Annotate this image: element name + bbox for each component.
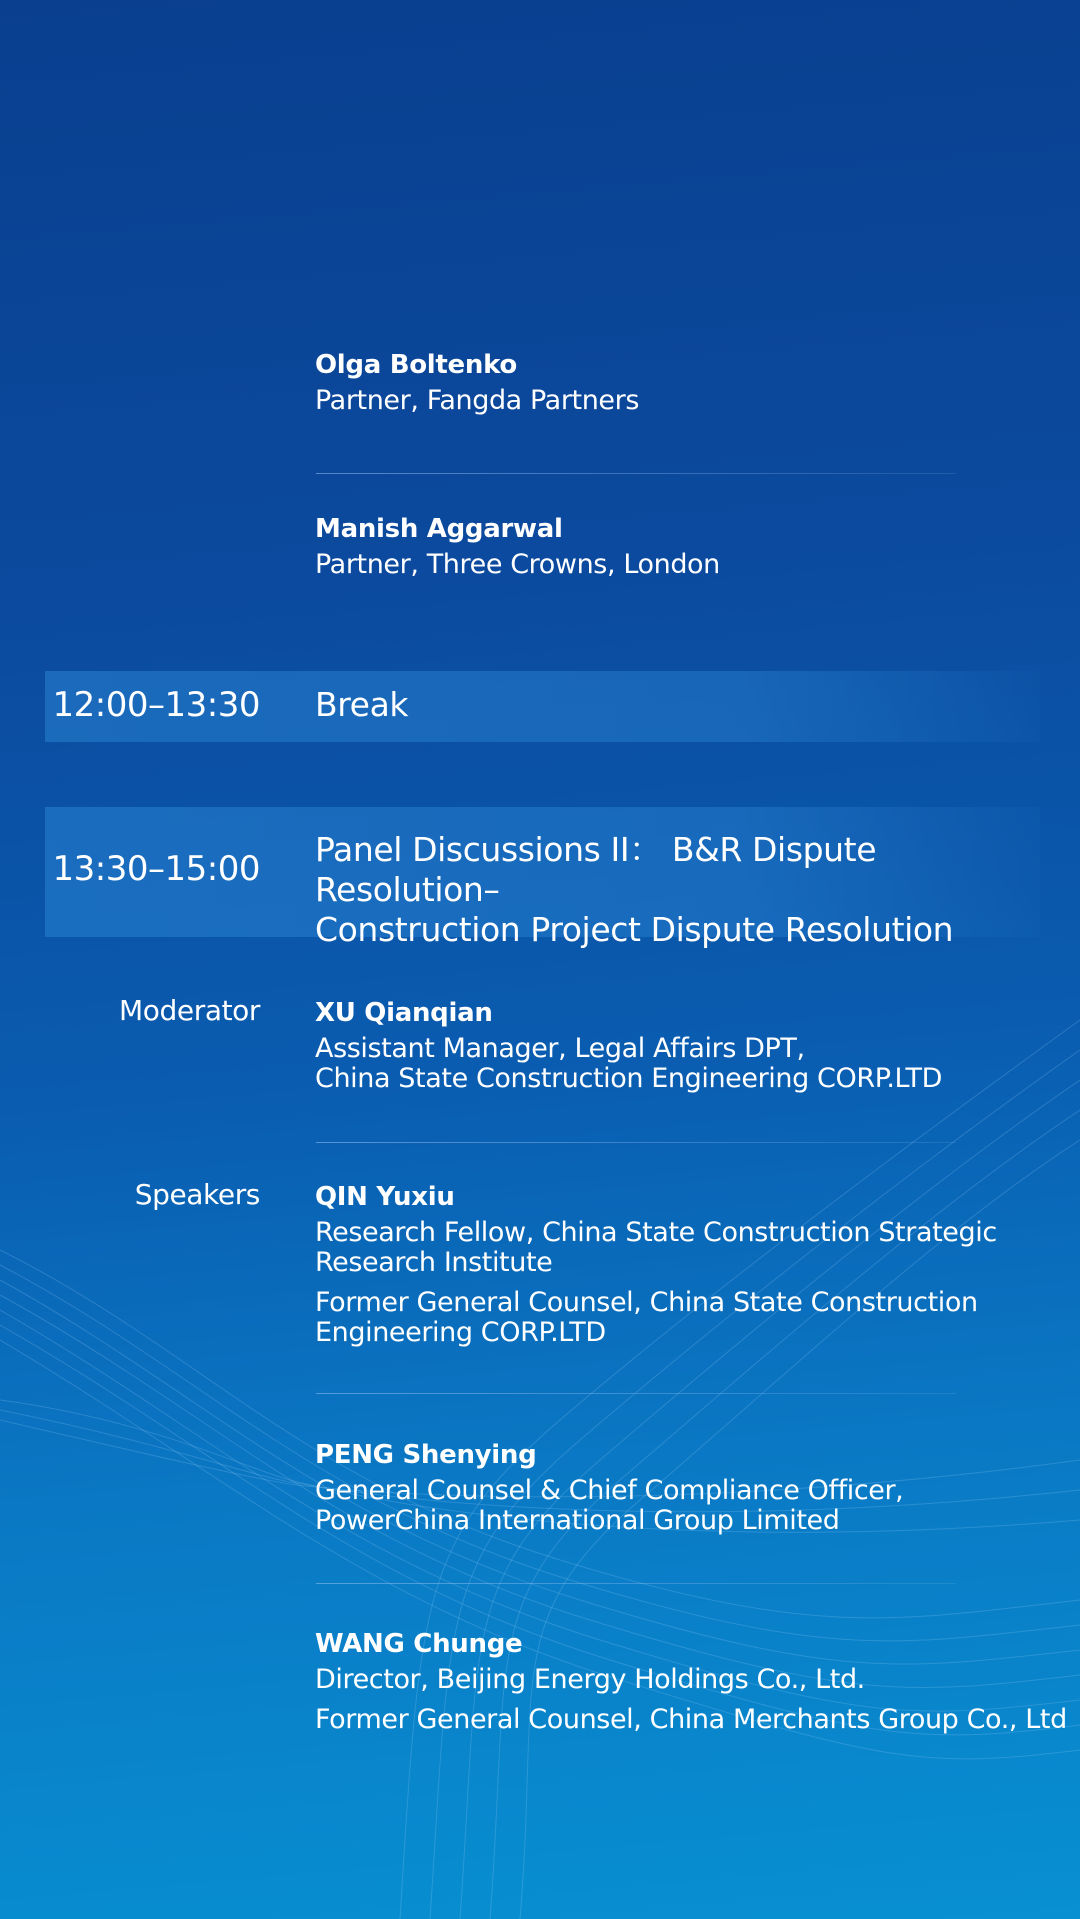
divider [316,1393,956,1394]
role-line: Assistant Manager, Legal Affairs DPT, [315,1033,805,1064]
divider [316,1142,956,1143]
speaker-role [315,1288,997,1348]
role-line: Engineering CORP.LTD [315,1317,606,1348]
break-time: 12:00–13:30 [52,685,260,725]
panel-title-line: Panel Discussions II： B&R Dispute Resolution– [315,830,877,909]
role-line: Former General Counsel, China State Construction [315,1287,978,1318]
speaker-wang-chunge [315,1627,1067,1735]
speaker-role: Partner, Fangda Partners [315,385,639,416]
break-band [45,671,1040,742]
moderator-label: Moderator [119,994,260,1027]
speaker-peng-shenying [315,1438,903,1536]
speaker-name: Olga Boltenko [315,350,517,380]
divider [316,1583,956,1584]
speaker-role: Director, Beijing Energy Holdings Co., Ltd. [315,1664,865,1695]
speaker-name: Manish Aggarwal [315,514,563,544]
panel-title-line: Construction Project Dispute Resolution [315,910,954,949]
role-line: PowerChina International Group Limited [315,1505,840,1536]
speakers-label: Speakers [134,1178,260,1211]
speaker-role [315,1034,942,1094]
speaker-role [315,1476,903,1536]
speaker-qin-yuxiu [315,1180,997,1348]
divider [316,473,956,474]
panel-band [45,807,1040,949]
speaker-name: QIN Yuxiu [315,1182,455,1212]
break-title: Break [315,685,409,724]
role-line: Research Institute [315,1247,553,1278]
moderator-xu-qianqian [315,996,942,1094]
role-line: General Counsel & Chief Compliance Officer, [315,1475,904,1506]
speaker-name: PENG Shenying [315,1440,537,1470]
panel-title [315,830,1040,950]
speaker-olga-boltenko [315,348,639,416]
speaker-role: Former General Counsel, China Merchants Group Co., Ltd [315,1704,1067,1735]
panel-time: 13:30–15:00 [52,849,260,889]
role-line: Research Fellow, China State Construction Strategic [315,1217,997,1248]
speaker-name: XU Qianqian [315,998,493,1028]
speaker-role: Partner, Three Crowns, London [315,549,720,580]
role-line: China State Construction Engineering CORP.LTD [315,1063,942,1094]
speaker-name: WANG Chunge [315,1629,523,1659]
speaker-role [315,1218,997,1278]
speaker-manish-aggarwal [315,512,720,580]
